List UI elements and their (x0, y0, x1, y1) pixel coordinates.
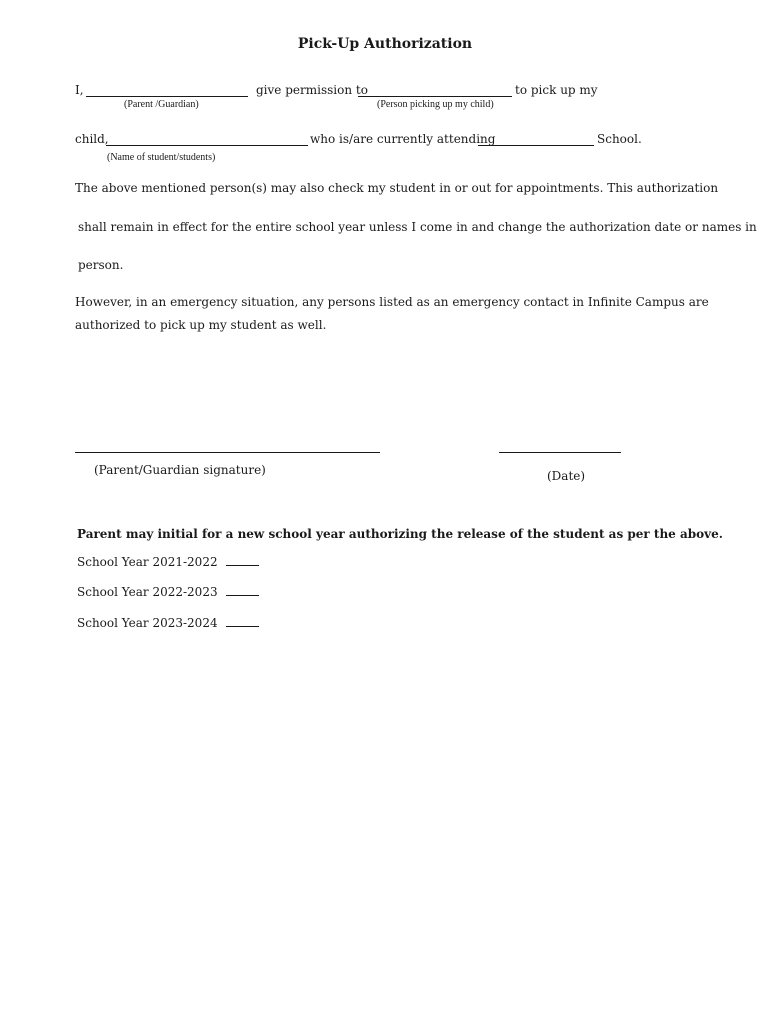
date-caption: (Date) (547, 469, 586, 483)
line2-suffix: School. (597, 132, 642, 146)
paragraph1-line2: shall remain in effect for the entire school year unless I come in and change the authorization date or names in (78, 220, 757, 234)
line2-middle: who is/are currently attending (310, 132, 496, 146)
school-name-field[interactable] (478, 145, 594, 146)
line2-prefix: child, (75, 132, 109, 146)
person-picking-up-caption: (Person picking up my child) (377, 99, 494, 110)
paragraph1-line3: person. (78, 258, 124, 272)
person-picking-up-field[interactable] (358, 96, 512, 97)
school-year-row (77, 616, 259, 630)
line1-middle: give permission to (256, 83, 368, 97)
paragraph2-line2: authorized to pick up my student as well. (75, 318, 327, 332)
paragraph2-line1: However, in an emergency situation, any persons listed as an emergency contact in Infinite Campus are (75, 295, 709, 309)
signature-caption: (Parent/Guardian signature) (94, 463, 266, 477)
student-name-caption: (Name of student/students) (107, 152, 216, 163)
school-year-label: School Year 2022-2023 (77, 585, 218, 599)
paragraph1-line1: The above mentioned person(s) may also check my student in or out for appointments. This authorization (75, 181, 719, 195)
school-year-row (77, 585, 259, 599)
signature-field[interactable] (75, 452, 380, 453)
student-name-field[interactable] (106, 145, 308, 146)
school-year-label: School Year 2023-2024 (77, 616, 218, 630)
line1-prefix: I, (75, 83, 84, 97)
parent-guardian-caption: (Parent /Guardian) (124, 99, 199, 110)
school-year-label: School Year 2021-2022 (77, 555, 218, 569)
initial-field[interactable] (226, 585, 259, 596)
line1-suffix: to pick up my (515, 83, 598, 97)
initial-field[interactable] (226, 616, 259, 627)
parent-name-field[interactable] (86, 96, 248, 97)
date-field[interactable] (499, 452, 621, 453)
page-title: Pick-Up Authorization (297, 36, 473, 52)
initial-field[interactable] (226, 555, 259, 566)
renewal-heading: Parent may initial for a new school year authorizing the release of the student as per the above. (77, 527, 723, 541)
school-year-row (77, 555, 259, 569)
